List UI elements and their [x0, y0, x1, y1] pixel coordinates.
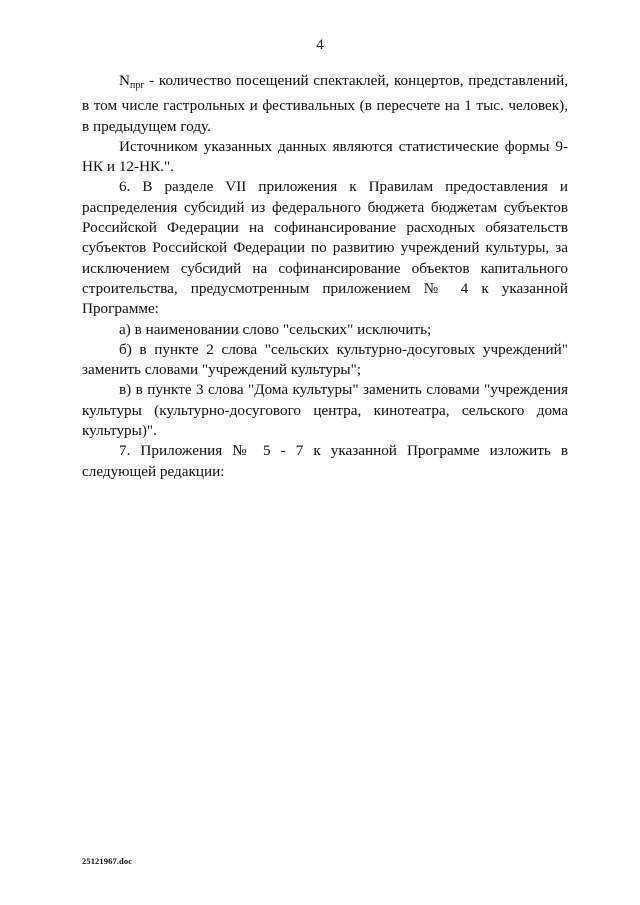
paragraph-text: - количество посещений спектаклей, концертов, представлений, в том числе гастрольных и фестивальных (в пересчете на 1 тыс. человек), в предыдущем году. [82, 72, 568, 135]
paragraph-subitem-b: б) в пункте 2 слова "сельских культурно-досуговых учреждений" заменить словами "учреждений культуры"; [82, 340, 568, 379]
paragraph-item-7: 7. Приложения № 5 - 7 к указанной Программе изложить в следующей редакции: [82, 442, 568, 480]
footer-file-name: 25121967.doc [82, 856, 133, 866]
variable-symbol: N [119, 72, 130, 89]
paragraph-subitem-a: а) в наименовании слово "сельских" исключить; [119, 320, 432, 338]
paragraph-subitem-v: в) в пункте 3 слова "Дома культуры" заменить словами "учреждения культуры (культурно-досугового центра, кинотеатра, сельского дома культуры)". [82, 381, 568, 440]
paragraph-data-source: Источником указанных данных являются статистические формы 9-НК и 12-НК.". [82, 137, 568, 176]
paragraph-npr-definition [82, 71, 568, 137]
variable-subscript: прг [129, 80, 145, 91]
page-number: 4 [316, 37, 324, 53]
paragraph-item-6: 6. В разделе VII приложения к Правилам предоставления и распределения субсидий из федерального бюджета бюджетам субъектов Российской Федерации на софинансирование расходных обязательств субъектов Российской Федерации по развитию учреждений культуры, за исключением субсидий на софинансирование объектов капитального строительства, предусмотренным приложением № 4 к указанной Программе: [82, 178, 568, 318]
document-body [82, 71, 568, 482]
